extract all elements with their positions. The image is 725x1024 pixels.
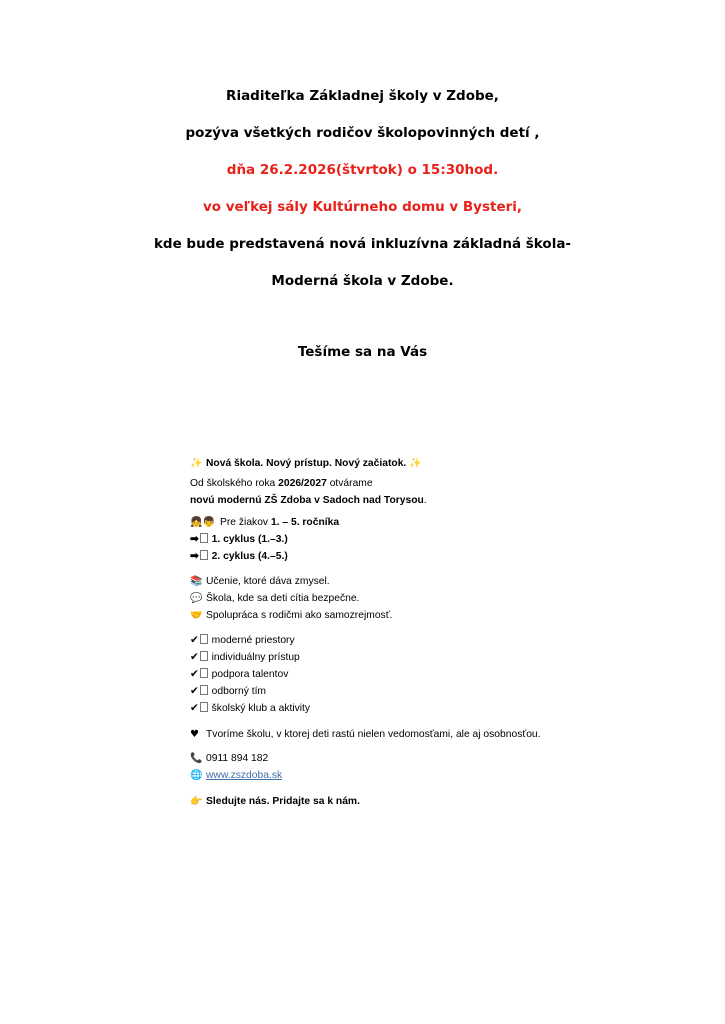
flyer-follow: 👉 Sledujte nás. Pridajte sa k nám. [190,793,590,810]
flyer-mission: ♥ Tvoríme školu, v ktorej deti rastú nielen vedomosťami, ale aj osobnosťou. [190,726,590,743]
website-link[interactable]: www.zszdoba.sk [206,770,283,781]
event-venue: vo veľkej sály Kultúrneho domu v Bysteri, [202,199,523,215]
check-icon: ✔ [190,703,199,714]
handshake-icon: 🤝 [190,610,203,621]
heading-line-5: kde bude predstavená nová inkluzívna základná škola- [153,236,572,252]
books-icon: 📚 [190,576,203,587]
heart-icon: ♥ [190,729,199,740]
globe-icon: 🌐 [190,770,203,781]
arrow-right-icon: ➡ [190,534,199,545]
feature-item: ✔ individuálny prístup [190,652,300,663]
children-icon: 👧👦 [190,517,215,528]
check-icon: ✔ [190,635,199,646]
flyer-contacts [190,750,590,784]
pointing-hand-icon: 👉 [190,796,203,807]
event-date: dňa 26.2.2026(štvrtok) o 15:30hod. [226,162,499,178]
feature-item: ✔ odborný tím [190,686,267,697]
feature-item: ✔ školský klub a aktivity [190,703,311,714]
check-icon: ✔ [190,686,199,697]
closing-line: Tešíme sa na Vás [297,344,428,360]
arrow-right-icon: ➡ [190,551,199,562]
flyer-grades: 👧👦 Pre žiakov 1. – 5. ročníka ➡ 1. cyklus (1.–3.) ➡ 2. cyklus (4.–5.) [190,514,590,565]
phone-icon: 📞 [190,753,203,764]
speech-bubble-icon: 💬 [190,593,203,604]
sparkles-icon: ✨ [190,458,203,469]
heading-line-6: Moderná škola v Zdobe. [271,273,454,289]
phone-number: 0911 894 182 [206,753,269,764]
flyer-tagline: ✨ Nová škola. Nový prístup. Nový začiatok. ✨ [190,455,590,472]
school-name: novú modernú ZŠ Zdoba v Sadoch nad Torysou [190,495,424,506]
flyer-features [190,632,590,717]
check-icon: ✔ [190,652,199,663]
feature-item: ✔ moderné priestory [190,635,295,646]
heading-line-1: Riaditeľka Základnej školy v Zdobe, [226,88,499,104]
flyer-intro: Od školského roka 2026/2027 otvárame novú modernú ZŠ Zdoba v Sadoch nad Torysou. [190,478,427,506]
heading-line-2: pozýva všetkých rodičov školopovinných detí , [185,125,540,141]
check-icon: ✔ [190,669,199,680]
sparkles-icon: ✨ [409,458,422,469]
feature-item: ✔ podpora talentov [190,669,289,680]
flyer-values: 📚 Učenie, ktoré dáva zmysel. 💬 Škola, kde sa deti cítia bezpečne. 🤝 Spolupráca s rodičmi ako samozrejmosť. [190,573,590,624]
